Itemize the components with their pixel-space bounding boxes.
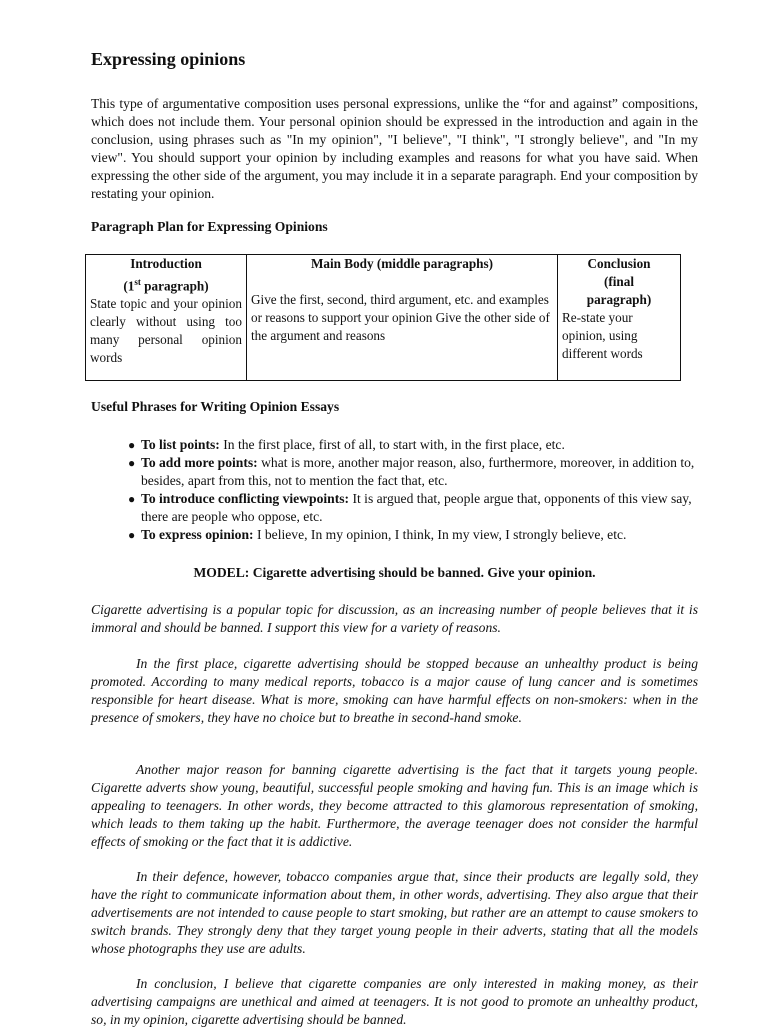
conclusion-header-line3: paragraph) [586,292,652,307]
phrase-text: what is more, another major reason, also, furthermore, moreover, in addition to, besides, apart from this, not to mention the fact that, etc. [141,455,695,488]
phrase-text: In the first place, first of all, to start with, in the first place, etc. [219,437,565,452]
phrases-list [128,436,698,544]
table-cell-conclusion [558,255,681,381]
list-item [128,526,698,544]
phrase-text: I believe, In my opinion, I think, In my view, I strongly believe, etc. [253,527,627,542]
introduction-header-number: (1 [123,278,135,294]
paragraph-plan-table [85,254,681,381]
phrases-heading: Useful Phrases for Writing Opinion Essays [91,399,340,414]
essay-paragraph-1: Cigarette advertising is a popular topic for discussion, as an increasing number of people believes that it is immoral and should be banned. I support this view for a variety of reasons. [91,602,698,635]
introduction-header-rest: paragraph) [140,278,209,294]
model-heading: MODEL: Cigarette advertising should be banned. Give your opinion. [193,565,596,580]
conclusion-body: Re-state your opinion, using different words [562,310,643,361]
phrase-label: To express opinion: [141,527,254,542]
main-body-spacer [251,273,553,291]
conclusion-header [562,255,676,309]
introduction-header-superscript: st [134,277,141,287]
conclusion-header-line2: (final [603,274,635,289]
phrase-label: To add more points: [141,455,258,470]
bullet-icon: ● [128,438,136,452]
bullet-icon: ● [128,492,136,506]
list-item [128,490,698,526]
list-item [128,454,698,490]
phrase-label: To introduce conflicting viewpoints: [141,491,350,506]
table-cell-introduction [86,255,247,381]
essay-paragraph-5: In conclusion, I believe that cigarette companies are only interested in making money, as their advertising campaigns are unethical and aimed at teenagers. It is not good to promote an unhealthy product, so, in my opinion, cigarette advertising should be banned. [91,976,698,1027]
main-body-header: Main Body (middle paragraphs) [310,256,494,271]
main-body-text: Give the first, second, third argument, etc. and examples or reasons to support your opinion Give the other side of the argument and reasons [251,292,550,343]
plan-heading: Paragraph Plan for Expressing Opinions [91,219,328,234]
list-item [128,436,698,454]
introduction-header-label: Introduction [130,256,202,271]
introduction-header [90,255,242,295]
table-row [86,255,681,381]
introduction-body: State topic and your opinion clearly without using too many personal opinion words [90,296,242,366]
phrase-text: It is argued that, people argue that, opponents of this view say, there are people who oppose, etc. [141,491,692,524]
page-title: Expressing opinions [91,49,246,69]
essay-paragraph-4: In their defence, however, tobacco companies argue that, since their products are legally sold, they have the right to communicate information about them, in other words, advertising. They also argue that their advertisements are not intended to cause people to start smoking, but rather are an attempt to cause smokers to switch brands. They strongly deny that they target young people in their adverts, stating that all the models whose photographs they use are adults. [91,869,698,956]
essay-paragraph-3: Another major reason for banning cigarette advertising is the fact that it targets young people. Cigarette adverts show young, beautiful, successful people smoking and having fun. This is an image which is appealing to teenagers. In other words, they become attracted to this glamorous representation of smoking, which leads to them taking up the habit. Furthermore, the average teenager does not consider the harmful effects of smoking or the fact that it is addictive. [91,762,698,849]
table-cell-main-body [247,255,558,381]
conclusion-header-line1: Conclusion [587,256,651,271]
phrase-label: To list points: [141,437,220,452]
intro-paragraph: This type of argumentative composition uses personal expressions, unlike the “for and against” compositions, which does not include them. Your personal opinion should be expressed in the introduction and again in the conclusion, using phrases such as "In my opinion", "I believe", "I think", "I strongly believe", and "In my view". You should support your opinion by including examples and reasons for what you have said. When expressing the other side of the argument, you may include it in a separate paragraph. End your composition by restating your opinion. [91,96,698,201]
bullet-icon: ● [128,456,136,470]
essay-paragraph-2: In the first place, cigarette advertising should be stopped because an unhealthy product is being promoted. According to many medical reports, tobacco is a major cause of lung cancer and is sometimes responsible for heart disease. What is more, smoking can have harmful effects on non-smokers: when in the presence of smokers, they have no choice but to breathe in second-hand smoke. [91,656,698,725]
bullet-icon: ● [128,528,136,542]
